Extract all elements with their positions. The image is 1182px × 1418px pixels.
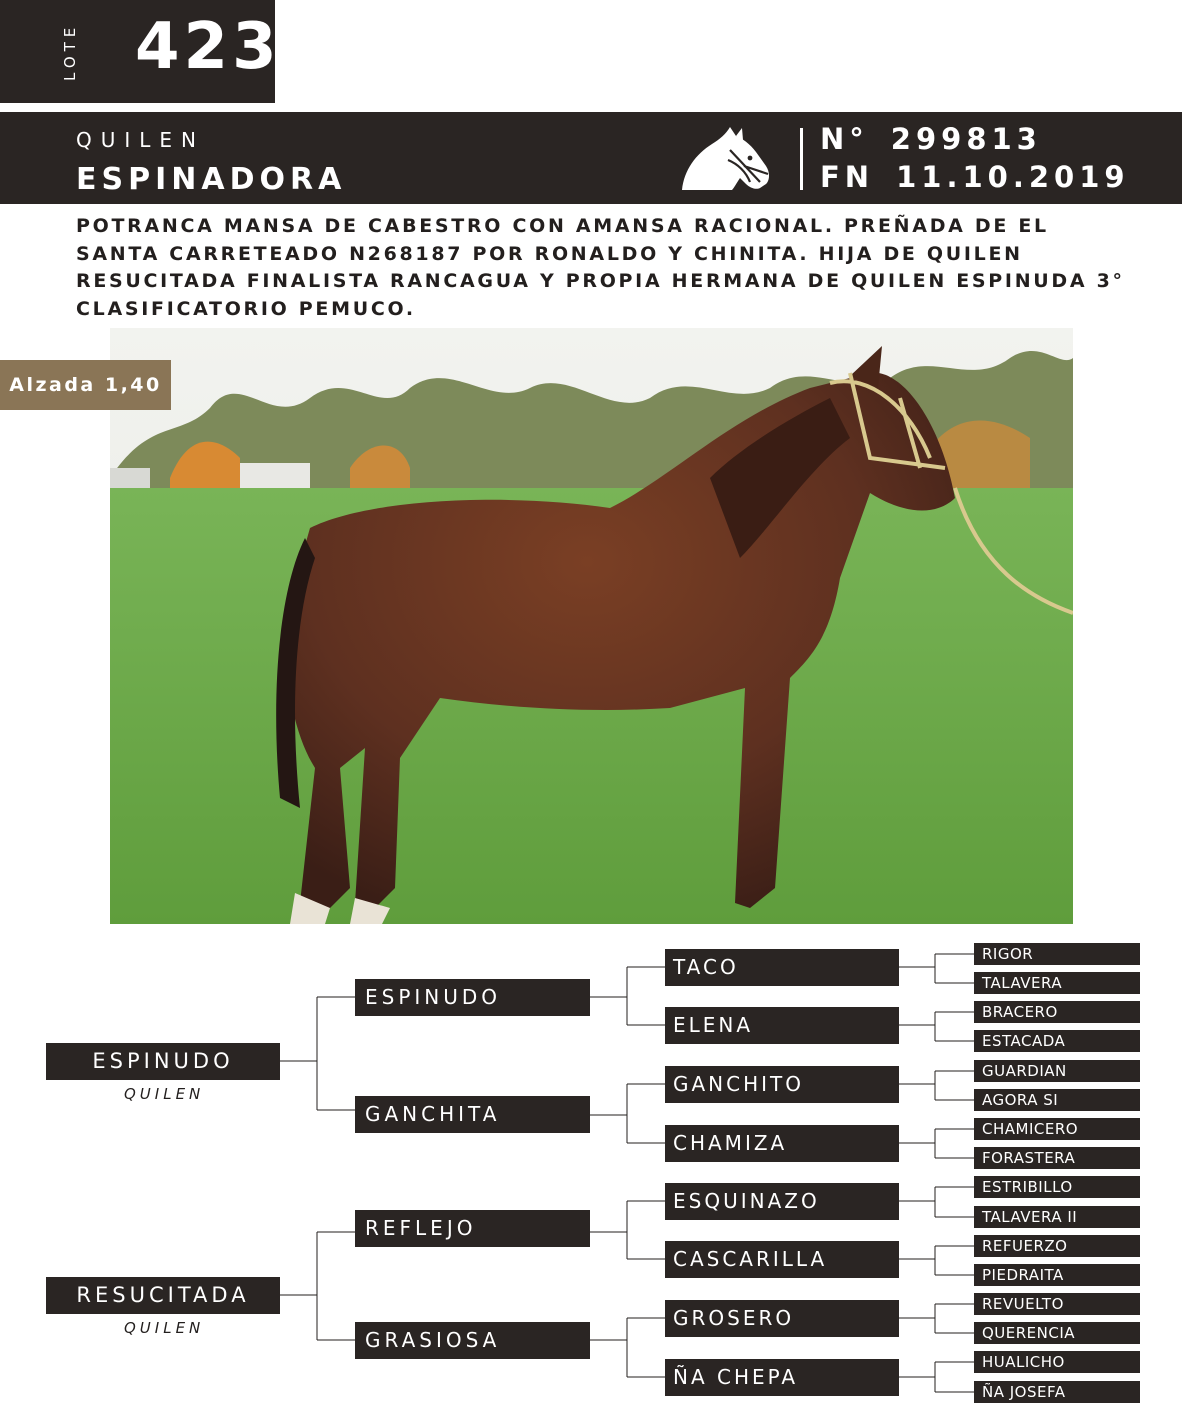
pedigree-gen3: ESQUINAZO [665,1183,899,1220]
lot-number: 423 [135,10,281,84]
description: POTRANCA MANSA DE CABESTRO CON AMANSA RACIONAL. PREÑADA DE EL SANTA CARRETEADO N268187 POR RONALDO Y CHINITA. HIJA DE QUILEN RESUCITADA FINALISTA RANCAGUA Y PROPIA HERMANA DE QUILEN ESPINUDA 3° CLASIFICATORIO PEMUCO. [76,215,1125,320]
pedigree-gen4: ESTACADA [974,1030,1140,1052]
pedigree-sire: ESPINUDO [46,1043,280,1080]
pedigree-gen3: TACO [665,949,899,986]
pedigree-gen3: CASCARILLA [665,1241,899,1278]
pedigree-gen4: ESTRIBILLO [974,1176,1140,1198]
horse-prefix: QUILEN [76,128,206,152]
pedigree-dam-prefix: QUILEN [124,1319,205,1337]
pedigree-gen4: REFUERZO [974,1235,1140,1257]
pedigree-gen3: GROSERO [665,1300,899,1337]
pedigree-gen4: GUARDIAN [974,1060,1140,1082]
pedigree-gen3: GANCHITO [665,1066,899,1103]
pedigree-gen4: RIGOR [974,943,1140,965]
pedigree-gen3: ELENA [665,1007,899,1044]
pedigree-gen3: CHAMIZA [665,1125,899,1162]
pedigree-gen4: TALAVERA [974,972,1140,994]
pedigree-sire-prefix: QUILEN [124,1085,205,1103]
fn-value: 11.10.2019 [896,160,1130,194]
pedigree-gen2: ESPINUDO [355,979,590,1016]
fn-label: FN [820,160,875,194]
pedigree-gen4: CHAMICERO [974,1118,1140,1140]
pedigree-gen2: REFLEJO [355,1210,590,1247]
pedigree-gen2: GRASIOSA [355,1322,590,1359]
pedigree-gen4: PIEDRAITA [974,1264,1140,1286]
pedigree-gen4: HUALICHO [974,1351,1140,1373]
lot-label: LOTE [61,22,79,82]
height-badge: Alzada 1,40 [0,360,171,410]
pedigree-gen4: TALAVERA II [974,1206,1140,1228]
pedigree-gen4: AGORA SI [974,1089,1140,1111]
pedigree-dam: RESUCITADA [46,1277,280,1314]
reg-label: N° [820,122,869,156]
reg-value: 299813 [890,122,1042,156]
horse-name: ESPINADORA [76,162,347,197]
pedigree-gen4: ÑA JOSEFA [974,1381,1140,1403]
pedigree-gen4: QUERENCIA [974,1322,1140,1344]
pedigree-gen4: BRACERO [974,1001,1140,1023]
pedigree-gen3: ÑA CHEPA [665,1359,899,1396]
pedigree-gen2: GANCHITA [355,1096,590,1133]
pedigree-gen4: FORASTERA [974,1147,1140,1169]
pedigree-gen4: REVUELTO [974,1293,1140,1315]
